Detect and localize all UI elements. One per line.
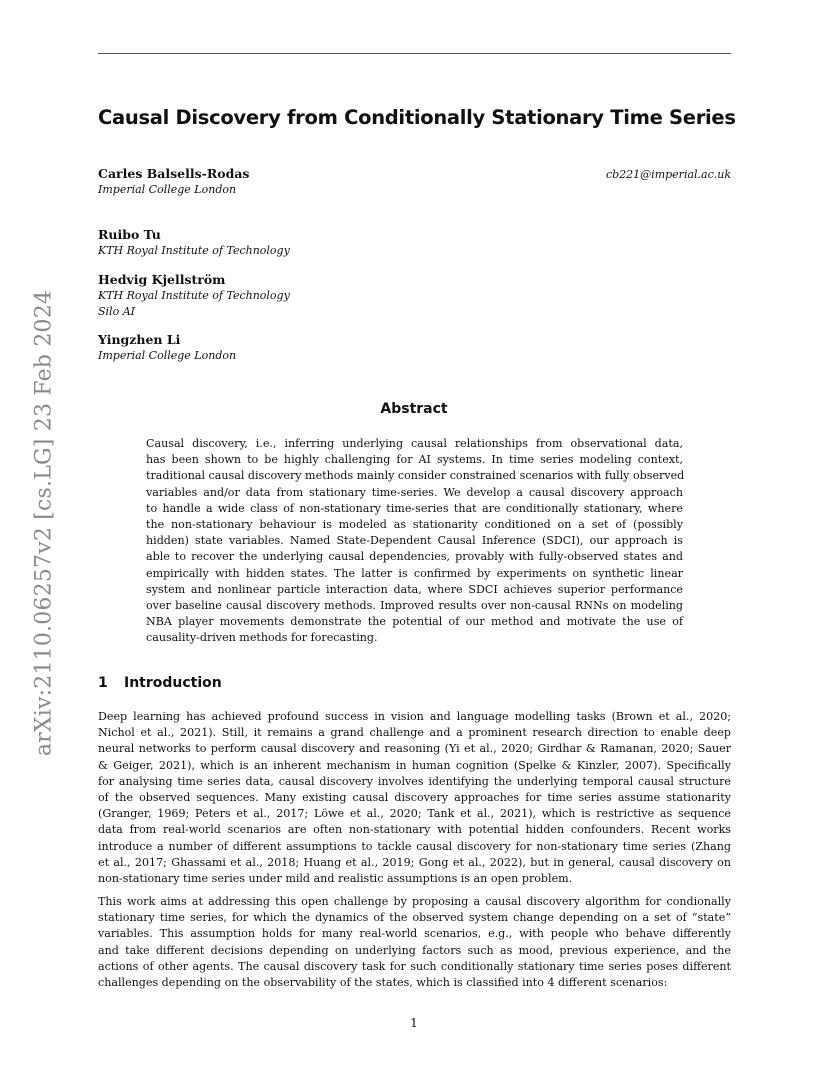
author-name: Hedvig Kjellström [98, 272, 226, 287]
paragraph-line: challenges depending on the observability of the states, which is classified into 4 different scenarios: [98, 975, 668, 989]
author-block [98, 166, 249, 198]
paragraph-line: Nichol et al., 2021). Still, it remains a grand challenge and a prominent research direction to enable deep [98, 726, 731, 740]
paragraph-line: variables. This assumption holds for many real-world scenarios, e.g., with people who behave differently [98, 927, 731, 941]
paragraph-line: This work aims at addressing this open challenge by proposing a causal discovery algorithm for condionally [98, 895, 731, 908]
intro-paragraph-1 [98, 709, 731, 887]
author-email[interactable]: cb221@imperial.ac.uk [605, 168, 731, 181]
abstract-line: able to recover the underlying causal dependencies, provably with fully-observed states and [146, 550, 683, 564]
abstract-line: hidden) state variables. Named State-Dependent Causal Inference (SDCI), our approach is [146, 534, 683, 548]
author-affiliation: Imperial College London [98, 183, 237, 196]
paragraph-line: et al., 2017; Ghassami et al., 2018; Huang et al., 2019; Gong et al., 2022), but in general, causal discovery on [98, 855, 731, 869]
author-block [98, 272, 290, 320]
section-heading [98, 675, 222, 691]
abstract-line: has been shown to be highly challenging for AI systems. In time series modeling context, [146, 453, 683, 467]
author-affiliation: KTH Royal Institute of Technology [98, 244, 290, 257]
author-name: Yingzhen Li [98, 332, 181, 347]
page-number: 1 [410, 1016, 418, 1030]
author-block [98, 227, 290, 259]
abstract-line: NBA player movements demonstrate the potential of our method and motivate the use of [146, 615, 683, 629]
abstract-body [146, 436, 683, 646]
abstract-line: to handle a wide class of non-stationary time-series that are conditionally stationary, where [146, 501, 683, 515]
paragraph-line: for analysing time series data, causal discovery involves identifying the underlying temporal causal structure [98, 774, 731, 788]
paragraph-line: (Granger, 1969; Peters et al., 2017; Löwe et al., 2020; Tank et al., 2021), which is restrictive as sequence [98, 807, 731, 821]
section-title: Introduction [124, 675, 222, 691]
intro-paragraph-2 [98, 894, 731, 991]
paragraph-line: actions of other agents. The causal discovery task for such conditionally stationary time series poses different [98, 959, 731, 973]
paragraph-line: non-stationary time series under mild and realistic assumptions is an open problem. [98, 871, 573, 885]
paragraph-line: data from real-world scenarios are often non-stationary with potential hidden confounders. Recent works [98, 823, 731, 837]
author-block [98, 332, 236, 364]
author-name: Carles Balsells-Rodas [98, 166, 250, 181]
abstract-line: system and nonlinear particle interaction data, where SDCI achieves superior performance [146, 582, 683, 596]
abstract-line: empirically with hidden states. The latter is confirmed by experiments on synthetic linear [146, 566, 683, 580]
paragraph-line: & Geiger, 2021), which is an inherent mechanism in human cognition (Spelke & Kinzler, 2007). Specifically [98, 758, 731, 772]
top-rule [98, 53, 731, 54]
abstract-line: causality-driven methods for forecasting. [146, 631, 378, 645]
abstract-heading: Abstract [380, 401, 448, 417]
author-affiliation: KTH Royal Institute of Technology [98, 289, 290, 302]
paragraph-line: neural networks to perform causal discovery and reasoning (Yi et al., 2020; Girdhar & Ramanan, 2020; Sauer [98, 742, 731, 756]
abstract-line: traditional causal discovery methods mainly consider constrained scenarios with fully observed [146, 469, 685, 483]
author-name: Ruibo Tu [98, 227, 161, 242]
paragraph-line: Deep learning has achieved profound success in vision and language modelling tasks (Brown et al., 2020; [98, 710, 731, 723]
paper-title: Causal Discovery from Conditionally Stationary Time Series [98, 106, 736, 129]
abstract-line: variables and/or data from stationary time-series. We develop a causal discovery approach [146, 485, 683, 499]
author-affiliation: Silo AI [98, 305, 135, 318]
abstract-line: the non-stationary behaviour is modeled as stationarity conditioned on a set of (possibly [146, 517, 683, 531]
paragraph-line: and take different decisions depending on underlying factors such as mood, previous experience, and the [98, 943, 731, 957]
abstract-line: Causal discovery, i.e., inferring underlying causal relationships from observational data, [146, 437, 683, 450]
abstract-line: over baseline causal discovery methods. Improved results over non-causal RNNs on modeling [146, 598, 683, 612]
paragraph-line: of the observed sequences. Many existing causal discovery approaches for time series assume stationarity [98, 790, 731, 804]
arxiv-stamp: arXiv:2110.06257v2 [cs.LG] 23 Feb 2024 [31, 289, 57, 757]
paragraph-line: stationary time series, for which the dynamics of the observed system change depending on a set of “state” [98, 911, 731, 925]
paragraph-line: introduce a number of different assumptions to tackle causal discovery for non-stationary time series (Zhang [98, 839, 731, 853]
section-number: 1 [98, 675, 108, 691]
author-affiliation: Imperial College London [98, 349, 237, 362]
